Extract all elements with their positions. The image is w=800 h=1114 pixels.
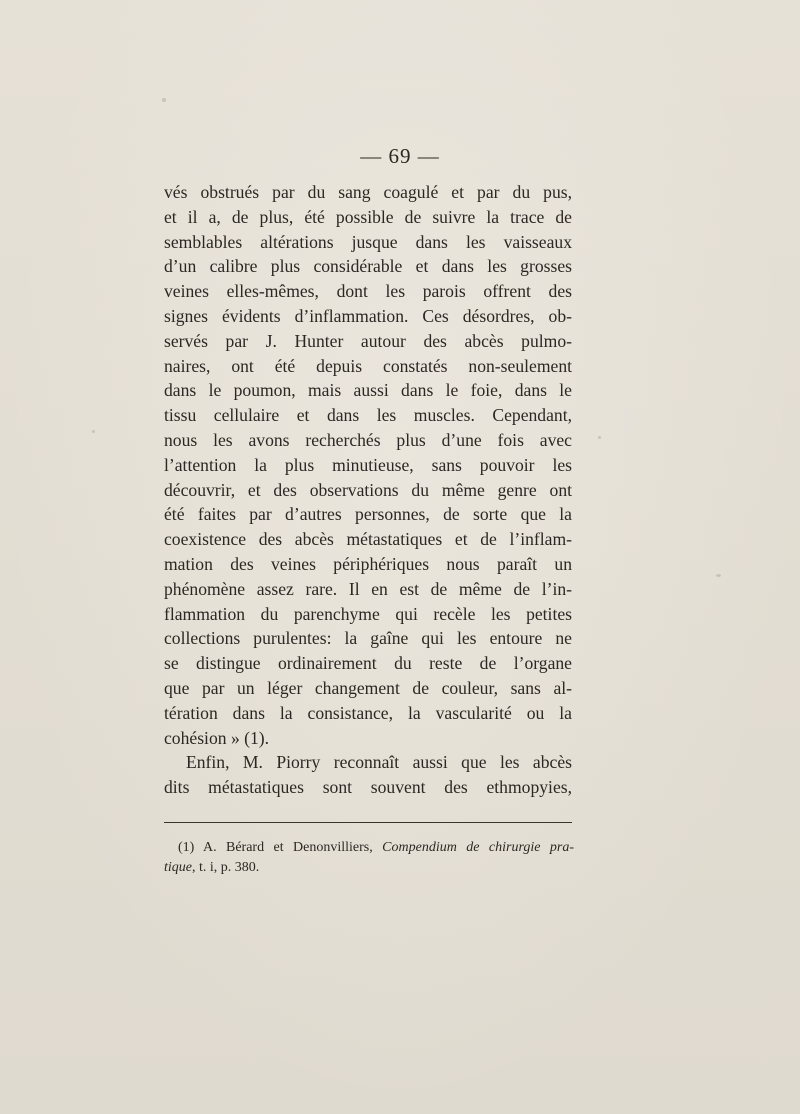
body-text	[164, 180, 572, 800]
page-number: — 69 —	[360, 144, 440, 168]
text-line: tération dans la consistance, la vascularité ou la	[164, 702, 572, 723]
text-line: découvrir, et des observations du même genre ont	[164, 479, 572, 500]
text-line: coexistence des abcès métastatiques et de l’inflam-	[164, 529, 572, 550]
paper-speck	[716, 574, 721, 577]
footnote-line	[178, 838, 574, 858]
text-line: vés obstrués par du sang coagulé et par du pus,	[164, 182, 572, 202]
text-line: que par un léger changement de couleur, sans al-	[164, 677, 572, 698]
paper-speck	[598, 436, 601, 439]
text-line: dits métastatiques sont souvent des ethmopyies,	[164, 777, 572, 798]
text-line: cohésion » (1).	[164, 727, 270, 748]
text-line: se distingue ordinairement du reste de l’organe	[164, 653, 572, 674]
text-line: signes évidents d’inflammation. Ces désordres, ob-	[164, 305, 572, 326]
text-line: veines elles-mêmes, dont les parois offrent des	[164, 281, 572, 302]
text-line: mation des veines périphériques nous paraît un	[164, 553, 572, 574]
text-line: semblables altérations jusque dans les vaisseaux	[164, 231, 572, 252]
footnote-citation: , t. i, p. 380.	[192, 860, 260, 875]
footnote-reference: (1) A. Bérard et Denonvilliers,	[178, 840, 383, 855]
paper-speck	[92, 430, 95, 433]
text-line: collections purulentes: la gaîne qui les entoure ne	[164, 628, 572, 649]
text-line: d’un calibre plus considérable et dans les grosses	[164, 256, 572, 277]
text-line: naires, ont été depuis constatés non-seulement	[164, 355, 572, 376]
text-line: et il a, de plus, été possible de suivre la trace de	[164, 206, 572, 227]
text-line: phénomène assez rare. Il en est de même de l’in-	[164, 578, 572, 599]
footnote-line	[164, 858, 574, 878]
text-line: été faites par d’autres personnes, de sorte que la	[164, 504, 572, 525]
footnote-separator	[164, 822, 572, 823]
paper-speck	[162, 98, 166, 102]
footnote-title-end: tique	[164, 860, 192, 875]
text-line: nous les avons recherchés plus d’une fois avec	[164, 429, 572, 450]
text-line: tissu cellulaire et dans les muscles. Cependant,	[164, 405, 572, 426]
text-line: dans le poumon, mais aussi dans le foie, dans le	[164, 380, 572, 401]
text-line: servés par J. Hunter autour des abcès pulmo-	[164, 330, 572, 351]
footnote	[164, 838, 575, 878]
text-line: l’attention la plus minutieuse, sans pouvoir les	[164, 454, 572, 475]
footnote-title: Compendium de chirurgie pra-	[382, 840, 575, 855]
paragraph-first-line: Enfin, M. Piorry reconnaît aussi que les abcès	[186, 752, 572, 773]
text-line: flammation du parenchyme qui recèle les petites	[164, 603, 572, 624]
